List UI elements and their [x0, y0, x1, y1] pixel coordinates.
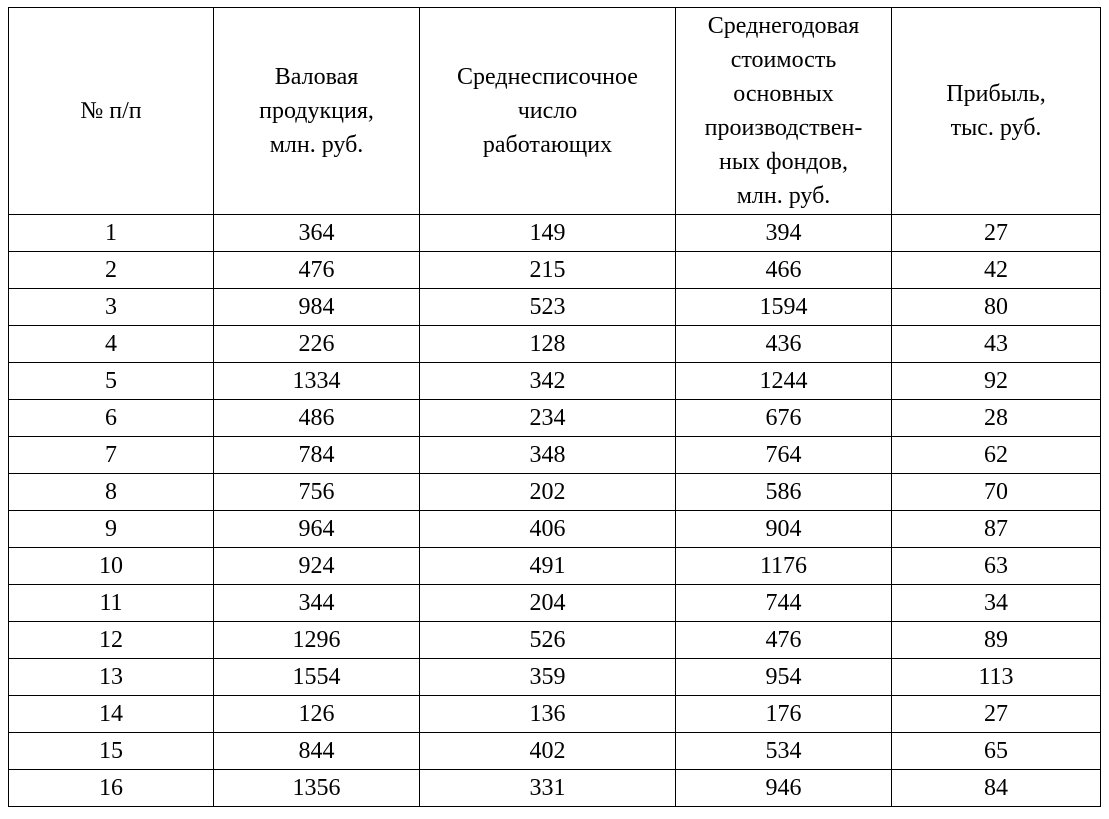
header-line: число: [517, 98, 578, 124]
cell-average-headcount: 526: [420, 622, 676, 659]
cell-row-number: 6: [9, 400, 214, 437]
table-row: [9, 770, 1101, 807]
cell-profit: 43: [892, 326, 1101, 363]
cell-row-number: 10: [9, 548, 214, 585]
cell-fixed-assets: 176: [676, 696, 892, 733]
cell-gross-output: 476: [214, 252, 420, 289]
cell-fixed-assets: 476: [676, 622, 892, 659]
table-row: [9, 548, 1101, 585]
cell-gross-output: 344: [214, 585, 420, 622]
cell-average-headcount: 204: [420, 585, 676, 622]
table-body: [9, 215, 1101, 807]
cell-profit: 28: [892, 400, 1101, 437]
cell-average-headcount: 491: [420, 548, 676, 585]
cell-row-number: 8: [9, 474, 214, 511]
cell-profit: 80: [892, 289, 1101, 326]
table-row: [9, 659, 1101, 696]
cell-fixed-assets: 946: [676, 770, 892, 807]
table-row: [9, 437, 1101, 474]
table-row: [9, 363, 1101, 400]
cell-gross-output: 844: [214, 733, 420, 770]
cell-profit: 42: [892, 252, 1101, 289]
cell-average-headcount: 359: [420, 659, 676, 696]
table-row: [9, 215, 1101, 252]
table-row: [9, 585, 1101, 622]
cell-row-number: 4: [9, 326, 214, 363]
cell-average-headcount: 149: [420, 215, 676, 252]
table-header: [9, 8, 1101, 215]
cell-profit: 87: [892, 511, 1101, 548]
header-line: Валовая: [274, 64, 359, 90]
cell-average-headcount: 406: [420, 511, 676, 548]
cell-fixed-assets: 586: [676, 474, 892, 511]
cell-fixed-assets: 904: [676, 511, 892, 548]
cell-average-headcount: 234: [420, 400, 676, 437]
table-row: [9, 252, 1101, 289]
cell-gross-output: 364: [214, 215, 420, 252]
header-line: Прибыль,: [946, 81, 1046, 107]
cell-gross-output: 924: [214, 548, 420, 585]
header-line: ных фондов,: [719, 149, 848, 175]
table-row: [9, 511, 1101, 548]
cell-profit: 113: [892, 659, 1101, 696]
header-line: основных: [733, 81, 834, 107]
cell-row-number: 7: [9, 437, 214, 474]
cell-gross-output: 486: [214, 400, 420, 437]
cell-gross-output: 964: [214, 511, 420, 548]
cell-row-number: 9: [9, 511, 214, 548]
header-average-headcount: [420, 8, 676, 215]
header-profit: [892, 8, 1101, 215]
header-line: производствен-: [704, 115, 863, 141]
cell-average-headcount: 348: [420, 437, 676, 474]
cell-fixed-assets: 534: [676, 733, 892, 770]
cell-average-headcount: 136: [420, 696, 676, 733]
header-line: млн. руб.: [736, 183, 831, 209]
cell-profit: 84: [892, 770, 1101, 807]
cell-average-headcount: 342: [420, 363, 676, 400]
data-table: [8, 7, 1101, 807]
cell-profit: 89: [892, 622, 1101, 659]
cell-gross-output: 1356: [214, 770, 420, 807]
header-line: тыс. руб.: [950, 115, 1042, 141]
cell-fixed-assets: 954: [676, 659, 892, 696]
cell-average-headcount: 202: [420, 474, 676, 511]
cell-fixed-assets: 676: [676, 400, 892, 437]
cell-fixed-assets: 436: [676, 326, 892, 363]
header-gross-output: [214, 8, 420, 215]
cell-gross-output: 226: [214, 326, 420, 363]
cell-gross-output: 756: [214, 474, 420, 511]
table-row: [9, 400, 1101, 437]
cell-row-number: 11: [9, 585, 214, 622]
cell-average-headcount: 128: [420, 326, 676, 363]
cell-fixed-assets: 764: [676, 437, 892, 474]
header-row-number: [9, 8, 214, 215]
header-fixed-assets: [676, 8, 892, 215]
cell-row-number: 3: [9, 289, 214, 326]
cell-row-number: 15: [9, 733, 214, 770]
cell-profit: 63: [892, 548, 1101, 585]
table-row: [9, 326, 1101, 363]
cell-row-number: 2: [9, 252, 214, 289]
table-row: [9, 289, 1101, 326]
header-line: работающих: [482, 132, 613, 158]
cell-row-number: 16: [9, 770, 214, 807]
header-line: № п/п: [80, 98, 142, 124]
cell-average-headcount: 331: [420, 770, 676, 807]
cell-row-number: 12: [9, 622, 214, 659]
cell-profit: 27: [892, 696, 1101, 733]
cell-profit: 92: [892, 363, 1101, 400]
cell-average-headcount: 215: [420, 252, 676, 289]
table-row: [9, 696, 1101, 733]
header-line: стоимость: [730, 47, 837, 73]
header-line: Среднесписочное: [457, 64, 638, 90]
table-row: [9, 474, 1101, 511]
cell-gross-output: 126: [214, 696, 420, 733]
cell-gross-output: 1554: [214, 659, 420, 696]
cell-profit: 70: [892, 474, 1101, 511]
cell-gross-output: 984: [214, 289, 420, 326]
cell-fixed-assets: 466: [676, 252, 892, 289]
cell-fixed-assets: 1176: [676, 548, 892, 585]
header-line: млн. руб.: [269, 132, 364, 158]
header-line: продукция,: [259, 98, 374, 124]
cell-profit: 62: [892, 437, 1101, 474]
cell-row-number: 13: [9, 659, 214, 696]
cell-average-headcount: 402: [420, 733, 676, 770]
cell-profit: 34: [892, 585, 1101, 622]
header-line: Среднегодовая: [707, 13, 860, 39]
cell-fixed-assets: 744: [676, 585, 892, 622]
table-row: [9, 622, 1101, 659]
cell-fixed-assets: 394: [676, 215, 892, 252]
cell-row-number: 5: [9, 363, 214, 400]
cell-average-headcount: 523: [420, 289, 676, 326]
cell-gross-output: 784: [214, 437, 420, 474]
cell-gross-output: 1296: [214, 622, 420, 659]
cell-gross-output: 1334: [214, 363, 420, 400]
table-row: [9, 733, 1101, 770]
cell-row-number: 14: [9, 696, 214, 733]
cell-fixed-assets: 1594: [676, 289, 892, 326]
header-row: [9, 8, 1101, 215]
cell-row-number: 1: [9, 215, 214, 252]
cell-profit: 65: [892, 733, 1101, 770]
cell-fixed-assets: 1244: [676, 363, 892, 400]
cell-profit: 27: [892, 215, 1101, 252]
